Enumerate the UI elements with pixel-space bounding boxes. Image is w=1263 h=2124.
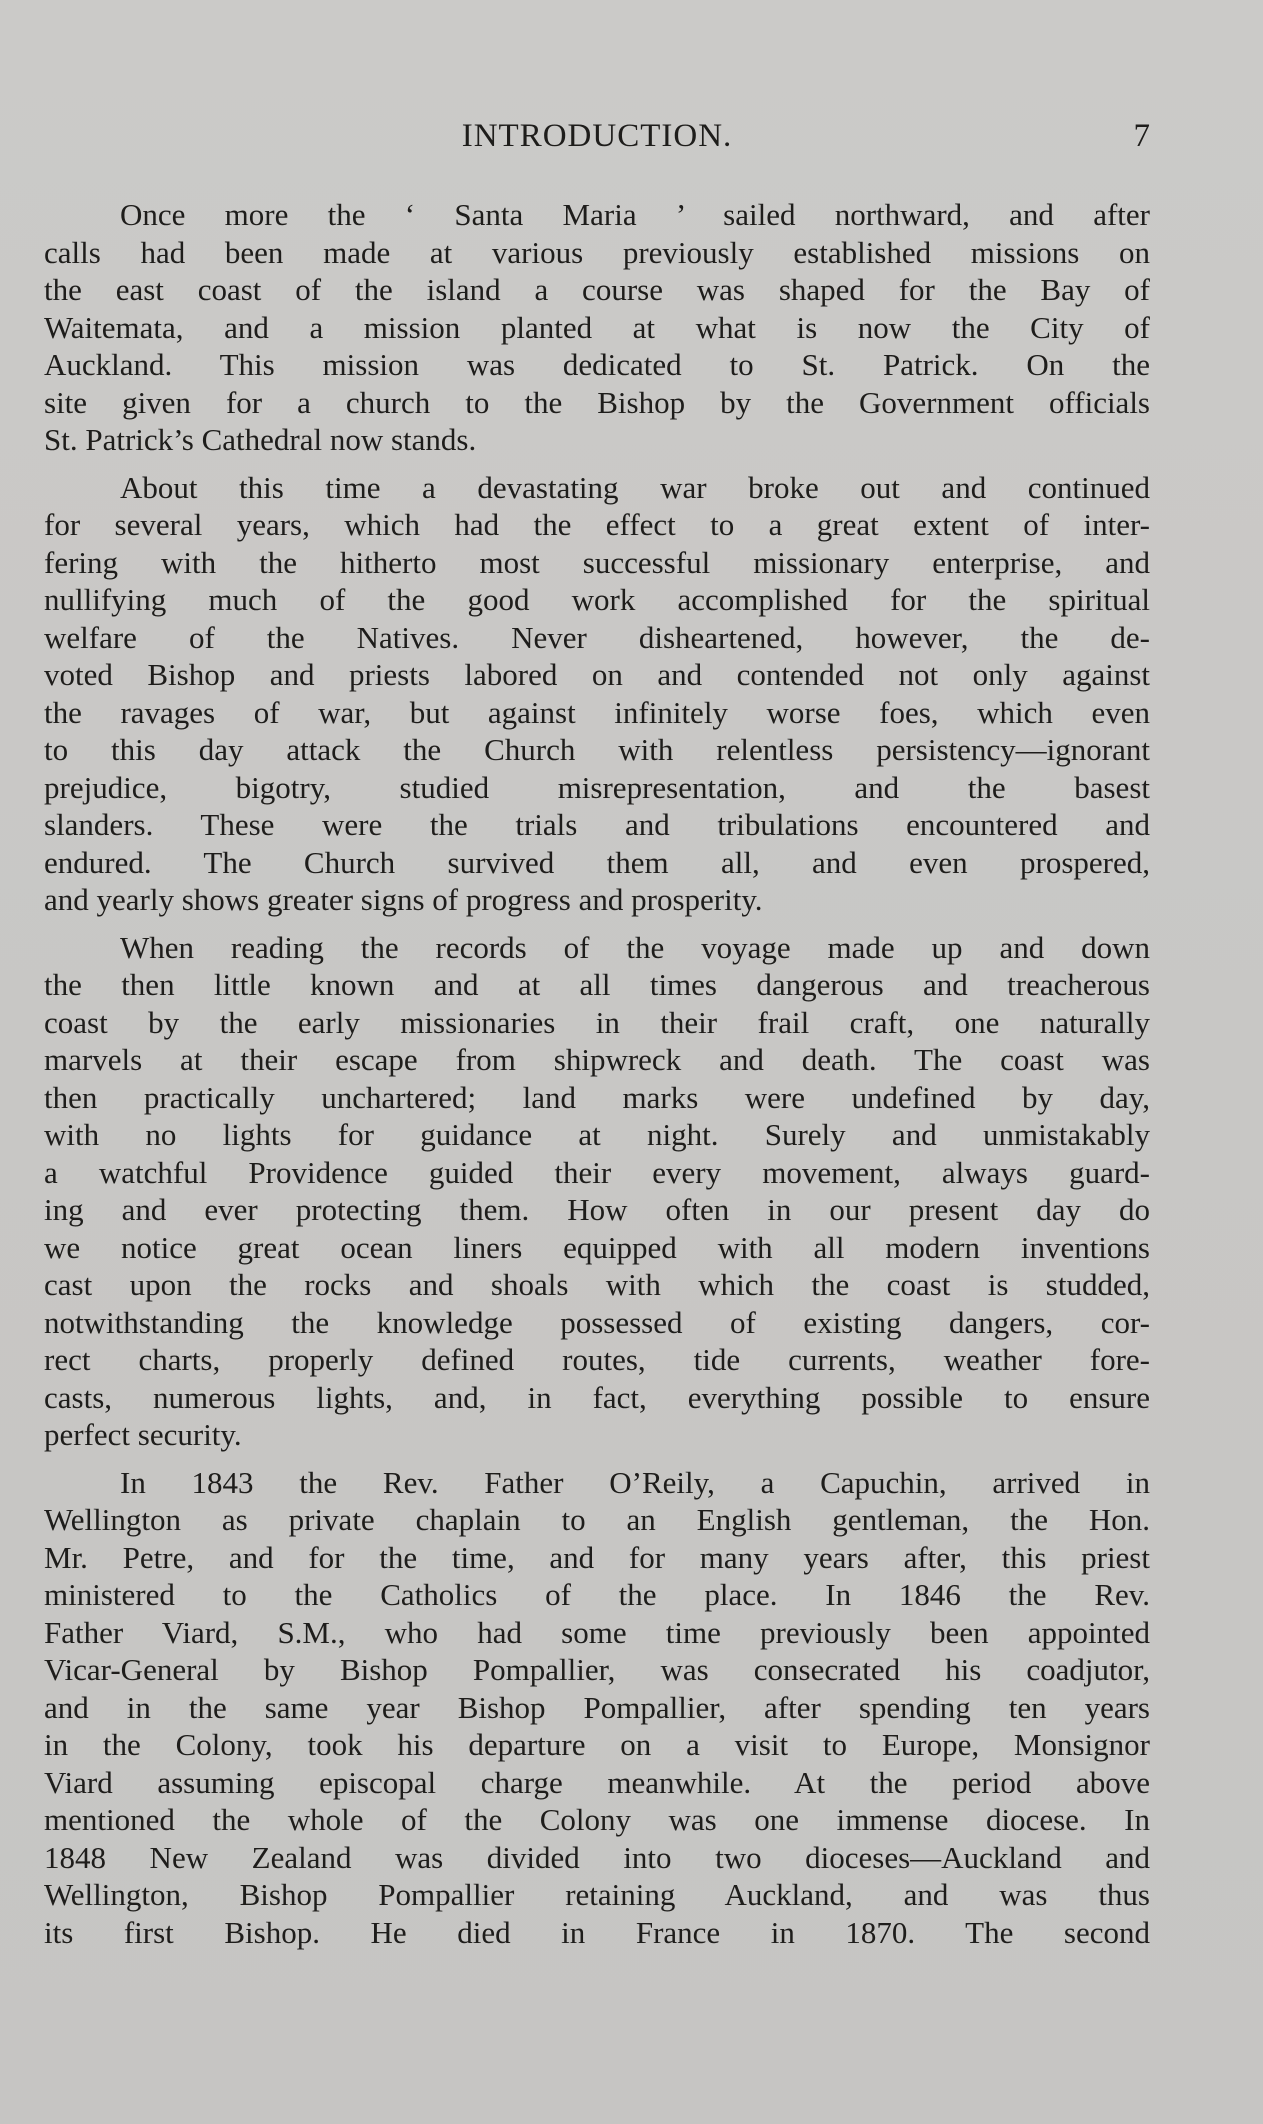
text-line: prejudice, bigotry, studied misrepresentation, and the basest xyxy=(44,769,1150,805)
text-line: calls had been made at various previously established missions on xyxy=(44,234,1150,270)
text-line: fering with the hitherto most successful missionary enterprise, and xyxy=(44,544,1150,580)
paragraph-1 xyxy=(44,196,1150,459)
text-line: Auckland. This mission was dedicated to St. Patrick. On the xyxy=(44,347,1150,382)
text-line: with no lights for guidance at night. Surely and unmistakably xyxy=(44,1117,1150,1152)
text-line: in the Colony, took his departure on a visit to Europe, Monsignor xyxy=(44,1727,1150,1762)
text-line: ministered to the Catholics of the place. In 1846 the Rev. xyxy=(44,1577,1150,1612)
text-line: rect charts, properly defined routes, tide currents, weather fore- xyxy=(44,1342,1150,1377)
text-line: the east coast of the island a course was shaped for the Bay of xyxy=(44,272,1150,307)
text-line: marvels at their escape from shipwreck and death. The coast was xyxy=(44,1042,1150,1077)
text-line: In 1843 the Rev. Father O’Reily, a Capuchin, arrived in xyxy=(120,1464,1150,1500)
text-line: we notice great ocean liners equipped with all modern inventions xyxy=(44,1229,1150,1265)
paragraph-4 xyxy=(44,1464,1150,1952)
body-text xyxy=(44,196,1150,1951)
text-line: Father Viard, S.M., who had some time previously been appointed xyxy=(44,1614,1150,1650)
text-line: welfare of the Natives. Never disheartened, however, the de- xyxy=(44,619,1150,655)
text-line: mentioned the whole of the Colony was one immense diocese. In xyxy=(44,1802,1150,1837)
text-line: About this time a devastating war broke out and continued xyxy=(120,469,1150,505)
page-number: 7 xyxy=(1133,118,1150,154)
text-line: Viard assuming episcopal charge meanwhile. At the period above xyxy=(44,1764,1150,1800)
text-line: endured. The Church survived them all, and even prospered, xyxy=(44,844,1150,880)
text-line: cast upon the rocks and shoals with which the coast is studded, xyxy=(44,1267,1150,1302)
page-header xyxy=(44,118,1150,158)
text-line: Waitemata, and a mission planted at what is now the City of xyxy=(44,309,1150,345)
paragraph-3 xyxy=(44,929,1150,1454)
text-line: and in the same year Bishop Pompallier, after spending ten years xyxy=(44,1689,1150,1725)
text-line: Wellington, Bishop Pompallier retaining Auckland, and was thus xyxy=(44,1877,1150,1912)
text-line: the ravages of war, but against infinitely worse foes, which even xyxy=(44,694,1150,730)
text-line: notwithstanding the knowledge possessed of existing dangers, cor- xyxy=(44,1304,1150,1340)
running-head: INTRODUCTION. xyxy=(461,118,733,154)
text-line: to this day attack the Church with relentless persistency—ignorant xyxy=(44,732,1150,767)
text-line: a watchful Providence guided their every movement, always guard- xyxy=(44,1154,1150,1190)
text-line: Mr. Petre, and for the time, and for many years after, this priest xyxy=(44,1539,1150,1575)
text-line: its first Bishop. He died in France in 1870. The second xyxy=(44,1914,1150,1950)
text-line: nullifying much of the good work accomplished for the spiritual xyxy=(44,582,1150,617)
text-line: for several years, which had the effect to a great extent of inter- xyxy=(44,507,1150,542)
text-line: perfect security. xyxy=(44,1417,242,1452)
text-line: then practically unchartered; land marks were undefined by day, xyxy=(44,1079,1150,1115)
text-line: casts, numerous lights, and, in fact, everything possible to ensure xyxy=(44,1379,1150,1415)
text-line: and yearly shows greater signs of progress and prosperity. xyxy=(44,882,763,917)
text-line: slanders. These were the trials and tribulations encountered and xyxy=(44,807,1150,842)
text-line: When reading the records of the voyage made up and down xyxy=(120,929,1150,965)
text-line: Wellington as private chaplain to an English gentleman, the Hon. xyxy=(44,1502,1150,1537)
paragraph-2 xyxy=(44,469,1150,919)
text-line: 1848 New Zealand was divided into two dioceses—Auckland and xyxy=(44,1839,1150,1875)
text-line: voted Bishop and priests labored on and contended not only against xyxy=(44,657,1150,692)
text-line: Once more the ‘ Santa Maria ’ sailed northward, and after xyxy=(120,197,1150,232)
text-line: the then little known and at all times dangerous and treacherous xyxy=(44,967,1150,1002)
text-line: ing and ever protecting them. How often in our present day do xyxy=(44,1192,1150,1227)
text-line: Vicar-General by Bishop Pompallier, was consecrated his coadjutor, xyxy=(44,1652,1150,1687)
text-line: St. Patrick’s Cathedral now stands. xyxy=(44,422,477,457)
text-line: site given for a church to the Bishop by the Government officials xyxy=(44,384,1150,420)
text-line: coast by the early missionaries in their frail craft, one naturally xyxy=(44,1004,1150,1040)
